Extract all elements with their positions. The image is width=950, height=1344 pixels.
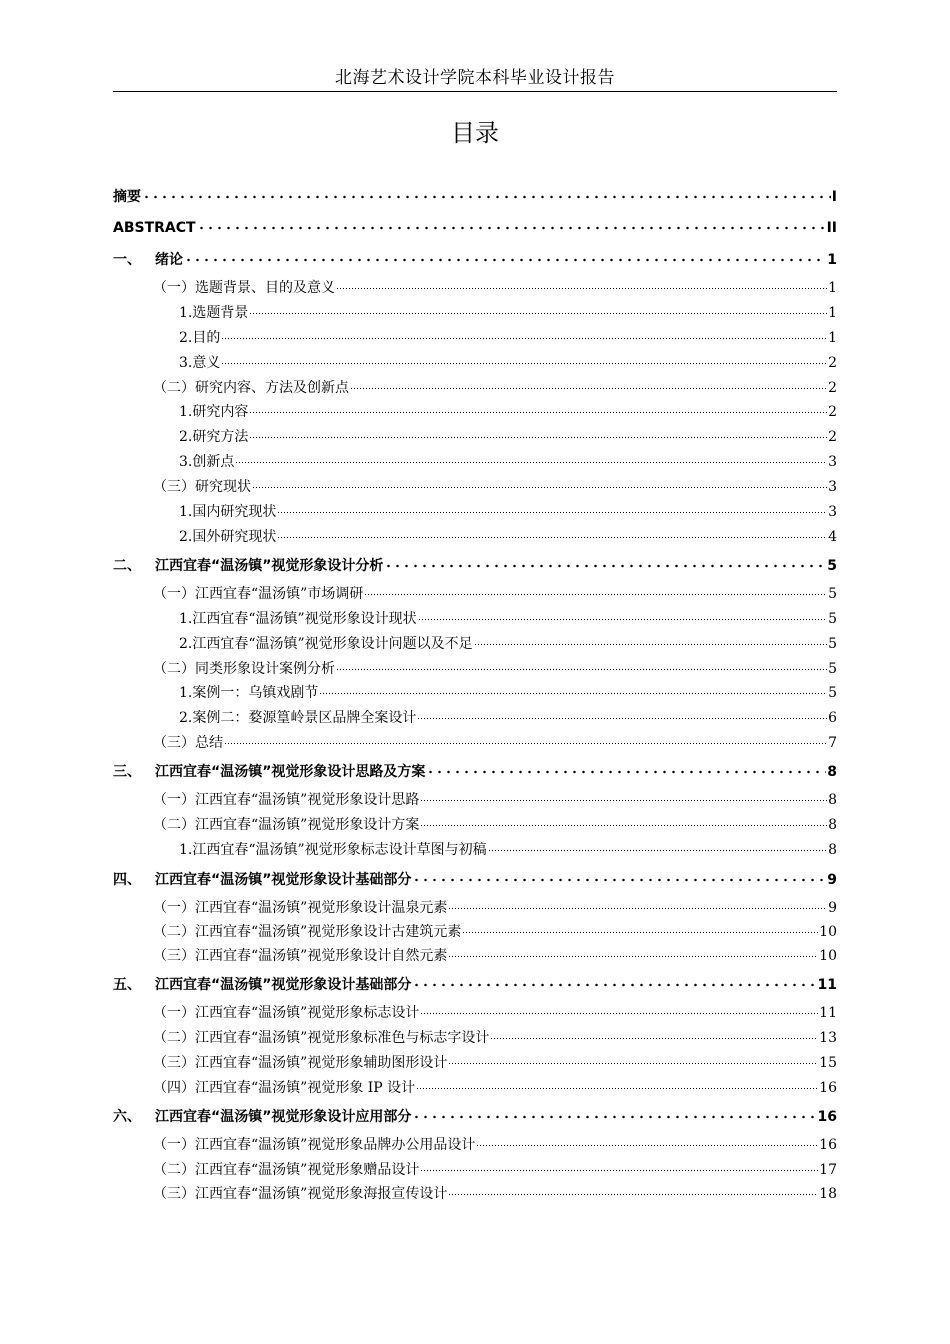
toc-entry-number: 二、 <box>113 558 141 575</box>
dot-leader <box>426 761 826 776</box>
toc-entry[interactable] <box>113 1159 837 1179</box>
toc-entry[interactable] <box>113 1077 837 1097</box>
toc-entry[interactable] <box>113 186 837 206</box>
toc-entry-page-number: 7 <box>828 735 837 752</box>
dot-leader <box>235 451 827 466</box>
toc-entry-title: （三）研究现状 <box>153 479 251 496</box>
toc-entry-page-number: 1 <box>828 280 837 297</box>
toc-entry[interactable] <box>113 1002 837 1022</box>
toc-entry-title: （三）江西宜春“温汤镇”视觉形象辅助图形设计 <box>153 1055 448 1072</box>
toc-entry-page-number: 2 <box>828 429 837 446</box>
toc-entry-page-number: 5 <box>828 611 837 628</box>
toc-entry-page-number: II <box>826 220 837 237</box>
toc-entry-page-number: 16 <box>819 1137 837 1154</box>
toc-entry-page-number: 8 <box>828 792 837 809</box>
toc-entry-number: 三、 <box>113 764 141 781</box>
dot-leader <box>142 186 831 201</box>
toc-entry-title: 江西宜春“温汤镇”视觉形象设计应用部分 <box>155 1109 412 1126</box>
toc-entry-page-number: 13 <box>819 1030 837 1047</box>
toc-entry-page-number: 1 <box>827 252 837 269</box>
dot-leader <box>412 974 816 989</box>
toc-entry-page-number: 10 <box>819 948 837 965</box>
toc-entry-page-number: 2 <box>828 380 837 397</box>
toc-entry-page-number: 5 <box>828 661 837 678</box>
toc-entry[interactable] <box>113 608 837 628</box>
toc-entry-number: 一、 <box>113 252 141 269</box>
toc-entry[interactable] <box>113 583 837 603</box>
toc-entry[interactable] <box>113 451 837 471</box>
dot-leader <box>249 302 827 317</box>
page-header: 北海艺术设计学院本科毕业设计报告 <box>335 68 615 88</box>
toc-entry-page-number: 6 <box>828 710 837 727</box>
dot-leader <box>448 945 818 960</box>
toc-entry[interactable] <box>113 682 837 702</box>
toc-entry[interactable] <box>113 814 837 834</box>
toc-entry-page-number: 11 <box>817 977 837 994</box>
dot-leader <box>350 377 827 392</box>
toc-entry[interactable] <box>113 555 837 575</box>
dot-leader <box>448 1052 818 1067</box>
dot-leader <box>364 583 827 598</box>
toc-entry-title: 1.江西宜春“温汤镇”视觉形象设计现状 <box>179 611 417 628</box>
toc-entry-number: 五、 <box>113 977 141 994</box>
toc-entry[interactable] <box>113 1134 837 1154</box>
toc-entry-title: （二）江西宜春“温汤镇”视觉形象设计古建筑元素 <box>153 924 462 941</box>
toc-entry[interactable] <box>113 897 837 917</box>
toc-entry[interactable] <box>113 945 837 965</box>
dot-leader <box>224 732 827 747</box>
dot-leader <box>490 1027 818 1042</box>
toc-entry-page-number: 8 <box>827 764 837 781</box>
toc-entry-title: （一）选题背景、目的及意义 <box>153 280 335 297</box>
toc-entry-title: （三）江西宜春“温汤镇”视觉形象海报宣传设计 <box>153 1186 448 1203</box>
toc-entry[interactable] <box>113 377 837 397</box>
dot-leader <box>184 249 826 264</box>
toc-entry-title: （一）江西宜春“温汤镇”视觉形象品牌办公用品设计 <box>153 1137 476 1154</box>
dot-leader <box>336 277 827 292</box>
toc-entry-page-number: 16 <box>817 1109 837 1126</box>
toc-entry[interactable] <box>113 707 837 727</box>
toc-entry-title: 1.江西宜春“温汤镇”视觉形象标志设计草图与初稿 <box>179 842 487 859</box>
header-rule <box>113 91 837 92</box>
toc-entry-page-number: 3 <box>828 504 837 521</box>
toc-entry-page-number: 3 <box>828 454 837 471</box>
toc-entry[interactable] <box>113 501 837 521</box>
toc-entry-title: 2.案例二：婺源篁岭景区品牌全案设计 <box>179 710 417 727</box>
toc-entry[interactable] <box>113 974 837 994</box>
toc-entry[interactable] <box>113 401 837 421</box>
toc-entry-title: （二）同类形象设计案例分析 <box>153 661 335 678</box>
toc-entry[interactable] <box>113 839 837 859</box>
toc-entry-title: 2.目的 <box>179 330 221 347</box>
dot-leader <box>412 869 826 884</box>
toc-entry-title: 江西宜春“温汤镇”视觉形象设计分析 <box>155 558 384 575</box>
toc-entry-title: （二）江西宜春“温汤镇”视觉形象标准色与标志字设计 <box>153 1030 490 1047</box>
toc-entry-title: 3.创新点 <box>179 454 235 471</box>
toc-entry-title: （一）江西宜春“温汤镇”视觉形象设计思路 <box>153 792 420 809</box>
toc-entry[interactable] <box>113 921 837 941</box>
toc-entry[interactable] <box>113 476 837 496</box>
toc-entry-page-number: 8 <box>828 842 837 859</box>
page-title: 目录 <box>451 119 499 147</box>
dot-leader <box>319 682 827 697</box>
toc-entry[interactable] <box>113 302 837 322</box>
dot-leader <box>448 1183 818 1198</box>
toc-entry[interactable] <box>113 526 837 546</box>
toc-entry-title: 1.案例一：乌镇戏剧节 <box>179 685 319 702</box>
dot-leader <box>416 1077 818 1092</box>
dot-leader <box>417 707 827 722</box>
dot-leader <box>420 814 827 829</box>
toc-entry-title: 江西宜春“温汤镇”视觉形象设计思路及方案 <box>155 764 426 781</box>
toc-entry-page-number: 5 <box>827 558 837 575</box>
toc-entry-page-number: 5 <box>828 586 837 603</box>
toc-entry-number: 四、 <box>113 872 141 889</box>
toc-entry-page-number: 2 <box>828 355 837 372</box>
toc-entry-title: （三）江西宜春“温汤镇”视觉形象设计自然元素 <box>153 948 448 965</box>
dot-leader <box>197 217 826 232</box>
toc-entry-title: 1.国内研究现状 <box>179 504 277 521</box>
toc-entry-title: 1.选题背景 <box>179 305 249 322</box>
dot-leader <box>336 658 827 673</box>
toc-entry-page-number: 9 <box>828 900 837 917</box>
toc-entry-title: （一）江西宜春“温汤镇”视觉形象标志设计 <box>153 1005 420 1022</box>
toc-entry[interactable] <box>113 352 837 372</box>
toc-entry-number: 六、 <box>113 1109 141 1126</box>
dot-leader <box>474 633 827 648</box>
dot-leader <box>221 327 827 342</box>
toc-entry[interactable] <box>113 277 837 297</box>
toc-entry[interactable] <box>113 869 837 889</box>
toc-entry[interactable] <box>113 789 837 809</box>
toc-entry-title: （三）总结 <box>153 735 223 752</box>
toc-entry-title: 2.江西宜春“温汤镇”视觉形象设计问题以及不足 <box>179 636 473 653</box>
dot-leader <box>420 789 827 804</box>
toc-entry[interactable] <box>113 732 837 752</box>
dot-leader <box>384 555 826 570</box>
toc-entry-title: （四）江西宜春“温汤镇”视觉形象 IP 设计 <box>153 1080 416 1097</box>
toc-entry[interactable] <box>113 1027 837 1047</box>
dot-leader <box>418 608 827 623</box>
toc-entry-title: 3.意义 <box>179 355 221 372</box>
toc-entry-page-number: 18 <box>819 1186 837 1203</box>
toc-entry-title: 1.研究内容 <box>179 404 249 421</box>
toc-entry-page-number: 8 <box>828 817 837 834</box>
dot-leader <box>420 1002 818 1017</box>
toc-entry[interactable] <box>113 217 837 236</box>
toc-entry-page-number: 15 <box>819 1055 837 1072</box>
toc-entry-page-number: I <box>831 189 837 206</box>
toc-entry-page-number: 3 <box>828 479 837 496</box>
toc-entry-title: 江西宜春“温汤镇”视觉形象设计基础部分 <box>155 977 412 994</box>
toc-entry[interactable] <box>113 1183 837 1203</box>
toc-entry-title: （一）江西宜春“温汤镇”市场调研 <box>153 586 364 603</box>
toc-entry-title: （二）江西宜春“温汤镇”视觉形象赠品设计 <box>153 1162 420 1179</box>
dot-leader <box>277 501 827 516</box>
dot-leader <box>420 1159 818 1174</box>
toc-entry[interactable] <box>113 761 837 781</box>
toc-entry[interactable] <box>113 1052 837 1072</box>
toc-entry[interactable] <box>113 249 837 269</box>
toc-entry[interactable] <box>113 1106 837 1126</box>
dot-leader <box>277 526 827 541</box>
toc-entry-page-number: 2 <box>828 404 837 421</box>
toc-entry-page-number: 10 <box>819 924 837 941</box>
toc-entry-title: （一）江西宜春“温汤镇”视觉形象设计温泉元素 <box>153 900 448 917</box>
toc-entry-title: 江西宜春“温汤镇”视觉形象设计基础部分 <box>155 872 412 889</box>
dot-leader <box>221 352 827 367</box>
toc-entry-title: 摘要 <box>113 189 141 206</box>
toc-entry-page-number: 9 <box>827 872 837 889</box>
toc-entry-title: （二）研究内容、方法及创新点 <box>153 380 349 397</box>
dot-leader <box>488 839 827 854</box>
dot-leader <box>412 1106 816 1121</box>
toc-entry[interactable] <box>113 658 837 678</box>
toc-entry-title: 绪论 <box>155 252 183 269</box>
toc-entry-page-number: 17 <box>819 1162 837 1179</box>
toc-entry-page-number: 5 <box>828 636 837 653</box>
toc-entry-page-number: 1 <box>828 330 837 347</box>
dot-leader <box>249 426 827 441</box>
dot-leader <box>462 921 818 936</box>
toc-entry-title: （二）江西宜春“温汤镇”视觉形象设计方案 <box>153 817 420 834</box>
toc-entry[interactable] <box>113 426 837 446</box>
toc-entry-title: ABSTRACT <box>113 220 196 237</box>
toc-entry-title: 2.国外研究现状 <box>179 529 277 546</box>
toc-entry[interactable] <box>113 633 837 653</box>
toc-entry-page-number: 11 <box>819 1005 837 1022</box>
toc-entry-title: 2.研究方法 <box>179 429 249 446</box>
toc-entry-page-number: 5 <box>828 685 837 702</box>
toc-entry[interactable] <box>113 327 837 347</box>
toc-entry-page-number: 4 <box>828 529 837 546</box>
dot-leader <box>249 401 827 416</box>
dot-leader <box>252 476 827 491</box>
toc-entry-page-number: 16 <box>819 1080 837 1097</box>
toc-entry-page-number: 1 <box>828 305 837 322</box>
dot-leader <box>476 1134 818 1149</box>
dot-leader <box>448 897 827 912</box>
